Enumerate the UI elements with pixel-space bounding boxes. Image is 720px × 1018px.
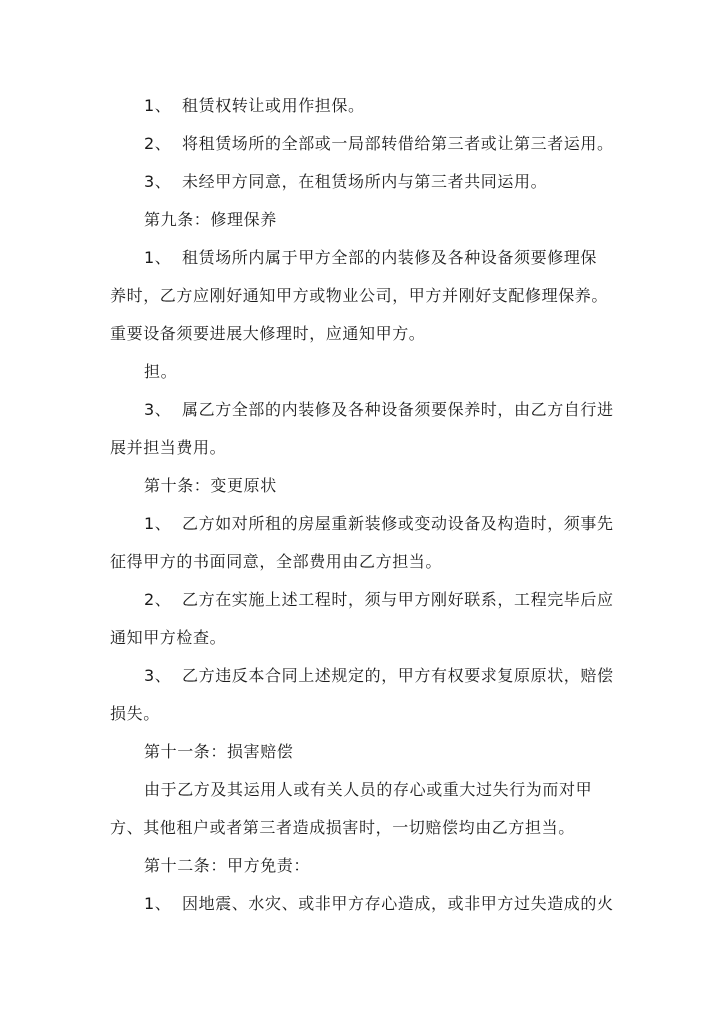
item-text: 担。 (144, 362, 178, 381)
continuation-line (110, 552, 442, 572)
item-text: 将租赁场所的全部或一局部转借给第三者或让第三者运用。 (182, 134, 614, 153)
clause-line (144, 590, 614, 610)
section-heading (144, 742, 293, 762)
clause-line (144, 400, 614, 420)
item-text: 展并担当费用。 (110, 438, 227, 457)
item-number: 1、 (144, 96, 172, 115)
section-heading (144, 856, 310, 876)
item-text: 属乙方全部的内装修及各种设备须要保养时，由乙方自行进 (182, 400, 614, 419)
heading-text: 第十一条：损害赔偿 (144, 742, 294, 761)
continuation-line (110, 438, 226, 458)
item-text: 由于乙方及其运用人或有关人员的存心或重大过失行为而对甲 (144, 780, 593, 799)
continuation-line (110, 818, 575, 838)
clause-line (144, 894, 614, 914)
clause-line (144, 248, 597, 268)
item-number: 2、 (144, 590, 172, 609)
clause-line (144, 134, 614, 154)
item-text: 损失。 (110, 704, 160, 723)
clause-line (144, 172, 547, 192)
item-text: 租赁权转让或用作担保。 (182, 96, 365, 115)
paragraph-line (144, 780, 592, 800)
clause-line (144, 666, 614, 686)
item-text: 租赁场所内属于甲方全部的内装修及各种设备须要修理保 (182, 248, 598, 267)
heading-text: 第十二条：甲方免责： (144, 856, 311, 875)
continuation-line (110, 704, 160, 724)
item-text: 征得甲方的书面同意，全部费用由乙方担当。 (110, 552, 443, 571)
item-number: 1、 (144, 248, 172, 267)
continuation-line (110, 324, 425, 344)
item-number: 1、 (144, 514, 172, 533)
item-text: 养时，乙方应刚好通知甲方或物业公司，甲方并刚好支配修理保养。 (110, 286, 609, 305)
item-text: 乙方违反本合同上述规定的，甲方有权要求复原原状，赔偿 (182, 666, 614, 685)
item-text: 方、其他租户或者第三者造成损害时，一切赔偿均由乙方担当。 (110, 818, 575, 837)
section-heading (144, 210, 277, 230)
continuation-line (110, 628, 226, 648)
item-text: 乙方在实施上述工程时，须与甲方刚好联系，工程完毕后应 (182, 590, 614, 609)
clause-line (144, 514, 614, 534)
continuation-line (110, 286, 608, 306)
item-text: 因地震、水灾、或非甲方存心造成，或非甲方过失造成的火 (182, 894, 614, 913)
item-text: 重要设备须要进展大修理时，应通知甲方。 (110, 324, 426, 343)
heading-text: 第十条：变更原状 (144, 476, 277, 495)
clause-line (144, 96, 365, 116)
item-text: 未经甲方同意，在租赁场所内与第三者共同运用。 (182, 172, 548, 191)
section-heading (144, 476, 277, 496)
item-text: 通知甲方检查。 (110, 628, 227, 647)
item-text: 乙方如对所租的房屋重新装修或变动设备及构造时，须事先 (182, 514, 614, 533)
item-number: 3、 (144, 666, 172, 685)
item-number: 2、 (144, 134, 172, 153)
item-number: 3、 (144, 400, 172, 419)
fragment-line (144, 362, 177, 382)
item-number: 1、 (144, 894, 172, 913)
heading-text: 第九条：修理保养 (144, 210, 277, 229)
item-number: 3、 (144, 172, 172, 191)
